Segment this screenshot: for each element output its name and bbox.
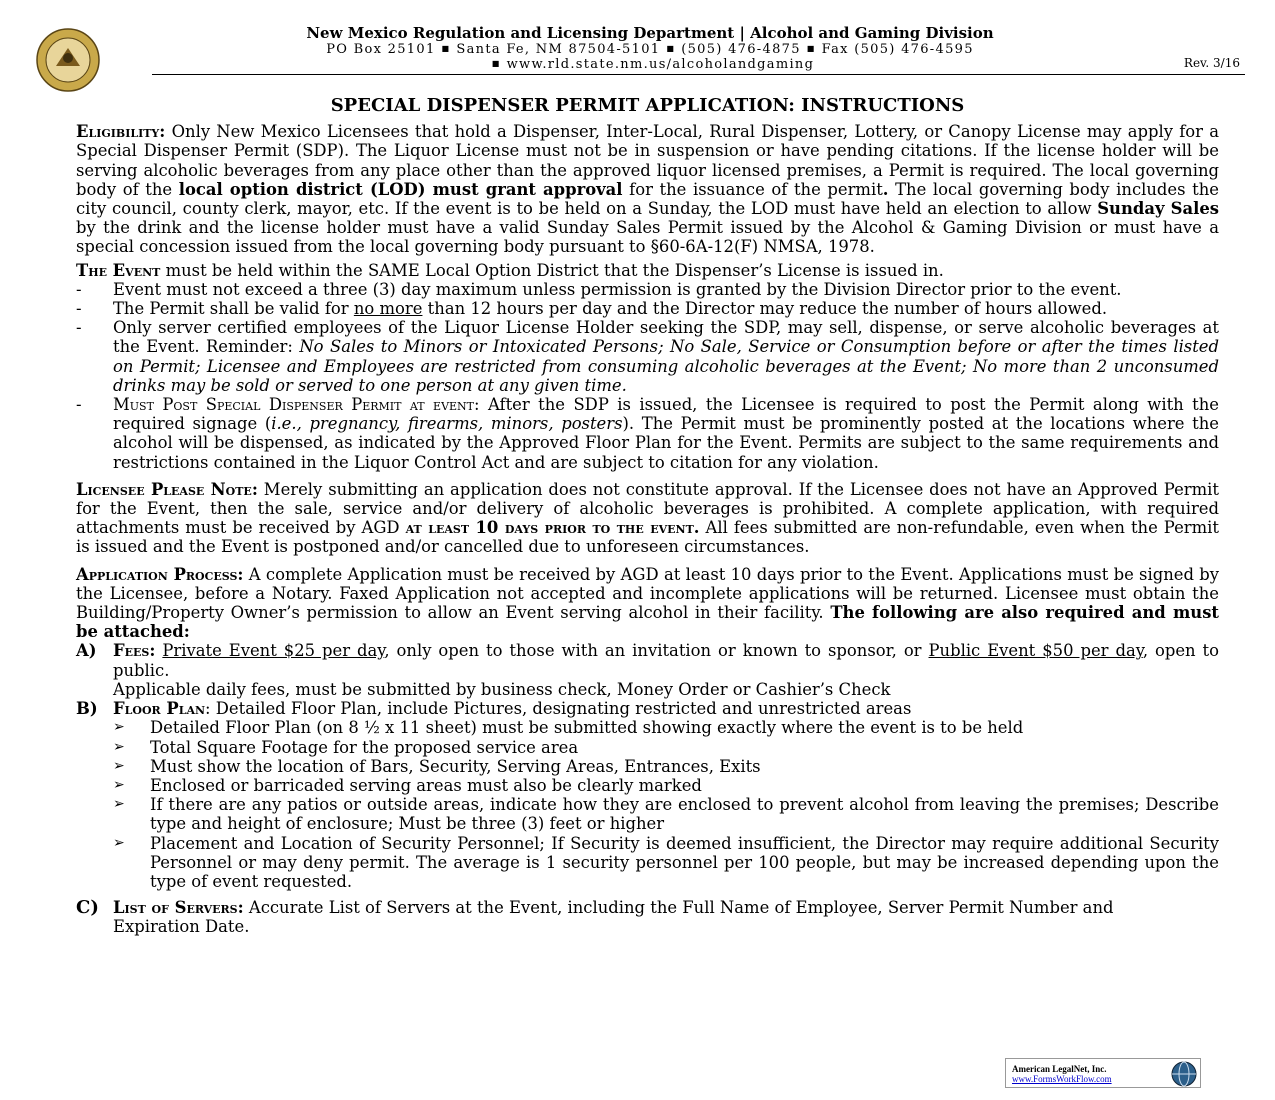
brand-link[interactable]: www.FormsWorkFlow.com — [1012, 1074, 1112, 1084]
arrow-bullet-icon: ➢ — [113, 757, 125, 774]
event-label: The Event — [76, 260, 161, 280]
floor-plan-item — [76, 699, 1219, 718]
event-rule-text: ). The Permit must be prominently posted at the locations where the alcohol will be dispensed, as indicated by the Approved Floor Plan for the Event. Permits are subject to the same requirements and restrictions contained in the Liquor Control Act and are subject to citation for any violation. — [113, 414, 1220, 472]
list-item — [113, 776, 1219, 795]
public-event-fee: Public Event $50 per day — [928, 641, 1143, 661]
licensee-note-text: All fees submitted are non-refundable, even when the Permit is issued and the Event is postponed and/or cancelled due to unforeseen circumstances. — [76, 518, 1220, 557]
fees-text — [113, 641, 1219, 679]
application-label: Application Process: — [76, 564, 244, 584]
floor-plan-list — [76, 718, 1219, 891]
dash: - — [76, 299, 82, 319]
bullet-icon: ■ — [441, 44, 451, 53]
list-marker: C) — [76, 897, 99, 919]
event-intro — [76, 261, 1219, 280]
list-item — [76, 299, 1219, 318]
event-rule — [113, 318, 1219, 395]
eligibility-label: Eligibility: — [76, 122, 166, 142]
event-rule-text: The Permit shall be valid for — [113, 299, 349, 319]
list-item — [76, 395, 1219, 472]
event-rule-text: After the SDP is issued, the Licensee is required to post the Permit along with the required signage ( — [113, 395, 1219, 434]
fees-text-end: , open to public. — [113, 641, 1220, 680]
floor-plan-requirement: Detailed Floor Plan (on 8 ½ x 11 sheet) must be submitted showing exactly where the event is to be held — [150, 718, 1024, 738]
arrow-bullet-icon: ➢ — [113, 796, 125, 813]
servers-label: List of Servers: — [113, 898, 244, 918]
bullet-icon: ■ — [806, 44, 816, 53]
floor-plan-desc: : Detailed Floor Plan, include Pictures, designating restricted and unrestricted areas — [205, 699, 912, 719]
department-name: New Mexico Regulation and Licensing Department | Alcohol and Gaming Division — [306, 24, 994, 42]
fees-text-mid: , only open to those with an invitation or known to sponsor, or — [384, 641, 922, 661]
floor-plan-requirement: Total Square Footage for the proposed service area — [150, 737, 579, 757]
event-rule — [113, 299, 1219, 318]
list-item — [76, 318, 1219, 395]
eligibility-section — [76, 122, 1219, 256]
page-title: SPECIAL DISPENSER PERMIT APPLICATION: INSTRUCTIONS — [330, 95, 965, 116]
signage-examples: i.e., pregnancy, firearms, minors, posters — [271, 414, 623, 434]
list-item — [113, 795, 1219, 833]
reminder-text: No Sales to Minors or Intoxicated Persons; No Sale, Service or Consumption before or after the times listed on Permit; Licensee and Employees are restricted from consuming alcoholic beverages at the Event; No more than 2 unconsumed drinks may be sold or served to one person at any given time. — [113, 337, 1219, 395]
header-divider — [152, 74, 1245, 75]
licensee-note-text: Merely submitting an application does not constitute approval. If the Licensee does not have an Approved Permit for the Event, then the sale, service and/or delivery of alcoholic beverages is prohibited. A complete application, with required attachments must be received by AGD — [76, 479, 1219, 538]
event-intro-text: must be held within the SAME Local Option District that the Dispenser’s License is issued in. — [165, 260, 944, 280]
list-item — [113, 718, 1219, 737]
event-rule-text: than 12 hours per day and the Director may reduce the number of hours allowed. — [427, 299, 1108, 319]
revision-label: Rev. 3/16 — [1183, 56, 1240, 70]
fees-note: Applicable daily fees, must be submitted by business check, Money Order or Cashier’s Check — [113, 679, 891, 699]
sunday-sales: Sunday Sales — [1097, 199, 1219, 219]
list-item — [113, 757, 1219, 776]
eligibility-text: Only New Mexico Licensees that hold a Dispenser, Inter-Local, Rural Dispenser, Lottery, or Canopy License may apply for a Special Dispenser Permit (SDP). The Liquor License must not be in suspension or have pending citations. If the license holder will be serving alcoholic beverages from any place other than the approved liquor licensed premises, a Permit is required. The local governing body of the — [76, 122, 1220, 199]
dash: - — [76, 279, 82, 299]
must-post-label: Must Post Special Dispenser Permit at event: — [113, 395, 480, 415]
eligibility-text: by the drink and the license holder must have a valid Sunday Sales Permit issued by the Alcohol & Gaming Division or must have a special concession issued from the local governing body pursuant to §60-6A-12(F) NMSA, 1978. — [76, 218, 1219, 257]
bullet-icon: ■ — [666, 44, 676, 53]
period: . — [882, 179, 889, 199]
brand-name: American LegalNet, Inc. — [1012, 1064, 1107, 1074]
list-marker: B) — [76, 699, 98, 719]
no-more: no more — [353, 299, 423, 319]
list-item — [113, 834, 1219, 892]
floor-plan-requirement: Must show the location of Bars, Security, Serving Areas, Entrances, Exits — [150, 756, 761, 776]
application-section — [76, 565, 1219, 642]
event-rule — [113, 395, 1219, 472]
event-rule: Event must not exceed a three (3) day maximum unless permission is granted by the Division Director prior to the event. — [113, 279, 1122, 299]
eligibility-text: for the issuance of the permit — [629, 179, 883, 199]
floor-plan-text — [113, 699, 1219, 718]
state-seal-logo — [36, 28, 100, 92]
po-box: PO Box 25101 — [326, 42, 436, 57]
list-item — [113, 738, 1219, 757]
floor-plan-requirement: Placement and Location of Security Personnel; If Security is deemed insufficient, the Director may require additional Security Personnel or may deny permit. The average is 1 security personnel per 100 people, but may be increased depending upon the type of event requested. — [150, 833, 1219, 891]
private-event-fee: Private Event $25 per day — [162, 641, 385, 661]
licensee-note-section — [76, 480, 1219, 557]
floor-plan-requirement: Enclosed or barricaded serving areas must also be clearly marked — [150, 775, 702, 795]
application-text: A complete Application must be received by AGD at least 10 days prior to the Event. Applications must be signed by the Licensee, before a Notary. Faxed Application not accepted and incomplete applications will be returned. Licensee must obtain the Building/Property Owner’s permission to allow an Event serving alcohol in their facility. — [76, 564, 1219, 623]
required-attachments: The following are also required and must be attached: — [76, 603, 1219, 642]
website-link[interactable]: www.rld.state.nm.us/alcoholandgaming — [506, 57, 815, 72]
website-line — [150, 57, 1150, 72]
fees-label: Fees: — [113, 641, 156, 661]
event-section — [76, 261, 1219, 472]
arrow-bullet-icon: ➢ — [113, 776, 125, 793]
legalnet-badge[interactable] — [1005, 1058, 1201, 1088]
event-rule-text: Only server certified employees of the Liquor License Holder seeking the SDP, may sell, dispense, or serve alcoholic beverages at the Event. Reminder: — [113, 318, 1219, 357]
arrow-bullet-icon: ➢ — [113, 738, 125, 755]
fax: Fax (505) 476-4595 — [821, 42, 974, 57]
floor-plan-requirement: If there are any patios or outside areas, indicate how they are enclosed to prevent alcohol from leaving the premises; Describe type and height of enclosure; Must be three (3) feet or higher — [150, 795, 1219, 834]
lod-approval: local option district (LOD) must grant approval — [178, 179, 623, 199]
dash: - — [76, 318, 82, 338]
dash: - — [76, 395, 82, 415]
phone: (505) 476-4875 — [681, 42, 801, 57]
floor-plan-label: Floor Plan — [113, 699, 206, 719]
contact-line — [150, 42, 1150, 57]
servers-item — [76, 898, 1219, 936]
servers-text — [113, 898, 1219, 936]
arrow-bullet-icon: ➢ — [113, 834, 125, 851]
servers-desc: Accurate List of Servers at the Event, including the Full Name of Employee, Server Permit Number and Expiration Date. — [113, 898, 1114, 937]
ten-days-notice: at least 10 days prior to the event. — [405, 518, 700, 538]
fees-note-row — [76, 680, 1219, 699]
arrow-bullet-icon: ➢ — [113, 719, 125, 736]
globe-icon — [1171, 1061, 1197, 1087]
city: Santa Fe, NM 87504-5101 — [456, 42, 661, 57]
instructions-body — [76, 96, 1219, 937]
letterhead — [150, 24, 1245, 72]
eligibility-text: The local governing body includes the city council, county clerk, mayor, etc. If the event is to be held on a Sunday, the LOD must have held an election to allow — [76, 179, 1219, 219]
fees-item — [76, 641, 1219, 679]
list-item — [76, 280, 1219, 299]
licensee-note-label: Licensee Please Note: — [76, 479, 258, 499]
list-marker: A) — [76, 641, 97, 661]
bullet-icon: ■ — [491, 59, 501, 68]
